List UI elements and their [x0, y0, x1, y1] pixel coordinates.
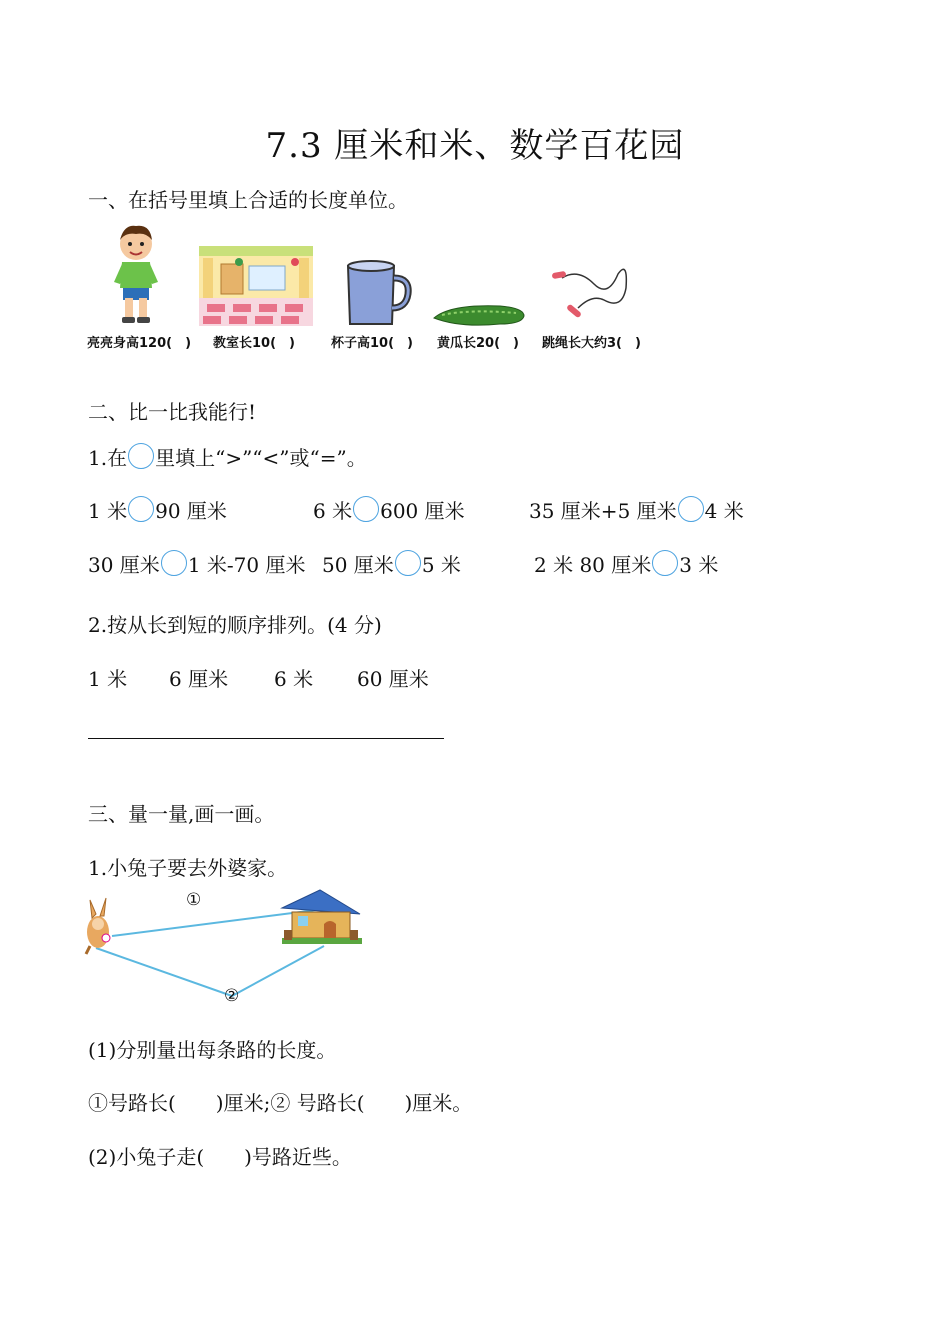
- compare-left: 50 厘米: [322, 553, 394, 577]
- answer-circle[interactable]: [128, 496, 154, 522]
- route-label-2: ②: [224, 986, 240, 1006]
- compare-item: [322, 549, 461, 578]
- jump-rope-illustration: [548, 264, 634, 326]
- order-item: 60 厘米: [357, 667, 429, 691]
- sub-question-1: (1)分别量出每条路的长度。: [88, 1038, 337, 1062]
- compare-item: [313, 495, 465, 524]
- classroom-illustration: [199, 246, 313, 326]
- cucumber-illustration: [430, 300, 528, 330]
- boy-illustration: [110, 222, 162, 328]
- caption-height: 亮亮身高120( ): [87, 336, 192, 351]
- question-1: [88, 442, 367, 471]
- q1-suffix: 里填上“>”“<”或“=”。: [155, 446, 367, 470]
- compare-item: [88, 495, 227, 524]
- compare-left: 1 米: [88, 499, 128, 523]
- answer-circle[interactable]: [128, 443, 154, 469]
- compare-right: 600 厘米: [380, 499, 465, 523]
- route-label-1: ①: [186, 890, 202, 910]
- compare-right: 1 米-70 厘米: [187, 553, 306, 577]
- compare-item: [529, 495, 744, 524]
- compare-item: [88, 549, 305, 578]
- caption-classroom: 教室长10( ): [213, 336, 295, 351]
- order-item: 6 米: [274, 667, 314, 691]
- caption-rope: 跳绳长大约3( ): [542, 336, 641, 351]
- sub-question-2: (2)小兔子走( )号路近些。: [88, 1145, 352, 1169]
- compare-right: 5 米: [421, 553, 461, 577]
- section2-heading: 二、比一比我能行!: [88, 400, 257, 424]
- answer-circle[interactable]: [161, 550, 187, 576]
- section1-heading: 一、在括号里填上合适的长度单位。: [88, 188, 408, 212]
- answer-circle[interactable]: [652, 550, 678, 576]
- order-item: 6 厘米: [169, 667, 229, 691]
- section3-heading: 三、量一量,画一画。: [88, 802, 275, 826]
- q1-prefix: 1.在: [88, 446, 128, 470]
- compare-item: [534, 549, 718, 578]
- compare-left: 30 厘米: [88, 553, 160, 577]
- compare-left: 35 厘米+5 厘米: [529, 499, 677, 523]
- house-icon: [282, 890, 362, 944]
- sub-question-1-fill: ①号路长( )厘米;② 号路长( )厘米。: [88, 1091, 473, 1115]
- compare-right: 3 米: [679, 553, 719, 577]
- question-2: 2.按从长到短的顺序排列。(4 分): [88, 613, 382, 637]
- compare-left: 6 米: [313, 499, 353, 523]
- caption-cucumber: 黄瓜长20( ): [437, 336, 519, 351]
- compare-right: 4 米: [704, 499, 744, 523]
- compare-right: 90 厘米: [155, 499, 227, 523]
- order-item: 1 米: [88, 667, 128, 691]
- answer-circle[interactable]: [678, 496, 704, 522]
- answer-line[interactable]: [88, 738, 444, 739]
- answer-circle[interactable]: [353, 496, 379, 522]
- cup-illustration: [342, 258, 414, 328]
- section3-question-1: 1.小兔子要去外婆家。: [88, 856, 288, 880]
- page-title: 7.3 厘米和米、数学百花园: [265, 126, 685, 166]
- answer-circle[interactable]: [395, 550, 421, 576]
- caption-cup: 杯子高10( ): [331, 336, 413, 351]
- compare-left: 2 米 80 厘米: [534, 553, 652, 577]
- rabbit-icon: [86, 898, 110, 954]
